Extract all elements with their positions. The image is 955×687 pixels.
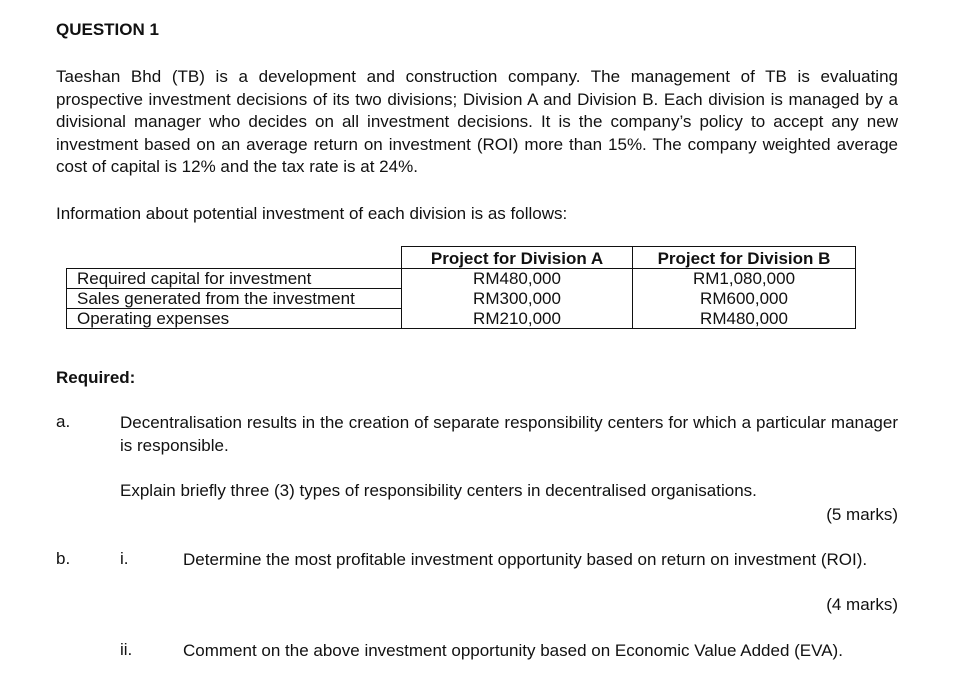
table-header-blank (67, 247, 402, 269)
part-a-marker: a. (56, 412, 71, 431)
part-b-i-marks: (4 marks) (826, 595, 898, 614)
division-a-value: RM480,000 (402, 269, 633, 289)
division-a-value: RM300,000 (402, 289, 633, 309)
row-label: Sales generated from the investment (67, 289, 402, 309)
question-heading: QUESTION 1 (56, 20, 159, 39)
division-b-value: RM480,000 (633, 309, 856, 329)
table-header-division-b: Project for Division B (633, 247, 856, 269)
row-label: Required capital for investment (67, 269, 402, 289)
part-b-i-text: Determine the most profitable investment opportunity based on return on investment (ROI). (183, 550, 868, 569)
division-b-value: RM1,080,000 (633, 269, 856, 289)
investment-table (66, 246, 856, 329)
table-row (67, 269, 856, 289)
table-header-row (67, 247, 856, 269)
part-b-i-marker: i. (120, 549, 129, 568)
required-label: Required: (56, 368, 136, 387)
info-line: Information about potential investment of each division is as follows: (56, 204, 568, 223)
table-row (67, 289, 856, 309)
part-b-marker: b. (56, 549, 71, 568)
intro-paragraph: Taeshan Bhd (TB) is a development and construction company. The management of TB is evaluating prospective investment decisions of its two divisions; Division A and Division B. Each division is managed by a divisional manager who decides on all investment decisions. It is the company’s policy to accept any new investment based on an average return on investment (ROI) more than 15%. The company weighted average cost of capital is 12% and the tax rate is at 24%. (56, 67, 898, 176)
division-a-value: RM210,000 (402, 309, 633, 329)
division-b-value: RM600,000 (633, 289, 856, 309)
part-b-ii-marker: ii. (120, 640, 133, 659)
table-header-division-a: Project for Division A (402, 247, 633, 269)
part-b-ii-text: Comment on the above investment opportunity based on Economic Value Added (EVA). (183, 641, 843, 660)
row-label: Operating expenses (67, 309, 402, 329)
part-a-text-2: Explain briefly three (3) types of responsibility centers in decentralised organisations. (120, 481, 757, 500)
part-a-text-1: Decentralisation results in the creation of separate responsibility centers for which a particular manager is responsible. (120, 413, 898, 455)
part-a-marks: (5 marks) (826, 505, 898, 524)
table-row (67, 309, 856, 329)
